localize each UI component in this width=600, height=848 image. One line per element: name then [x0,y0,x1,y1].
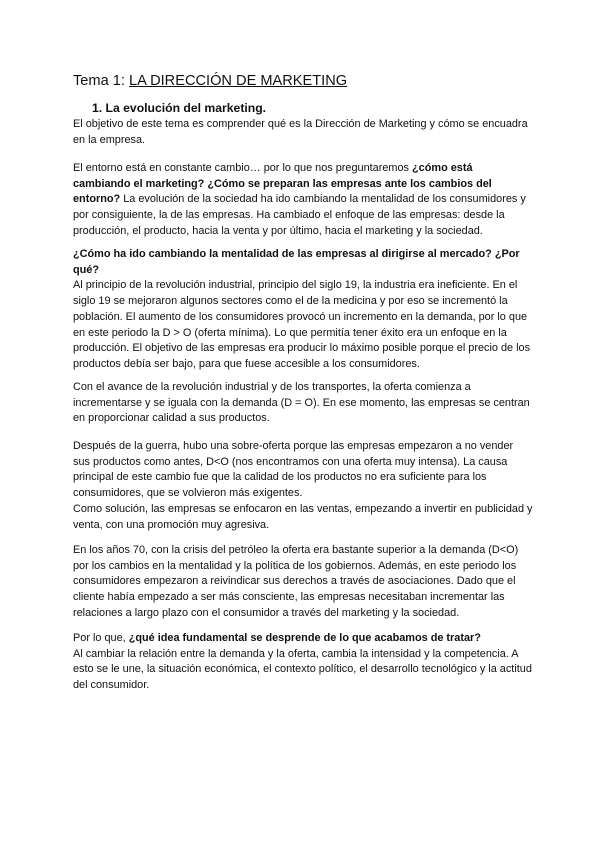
paragraph-post-war-text-a: Después de la guerra, hubo una sobre-oferta porque las empresas empezaron a no vender sus productos como antes, D<O (nos encontramos con una oferta muy intensa). La causa principal de este cambio fue que la calidad de los productos no era suficiente para los consumidores, que se volvieron más exigentes. [73,440,514,500]
page-title [73,72,347,90]
paragraph-environment-text-b: La evolución de la sociedad ha ido cambiando la mentalidad de los consumidores y por consiguiente, la de las empresas. Ha cambiado el enfoque de las empresas: desde la producción, el producto, hacia la venta y por último, hacia el marketing y la sociedad. [73,193,526,237]
section-heading: 1. La evolución del marketing. [92,101,267,115]
paragraph-conclusion-lead: Por lo que, [73,632,129,644]
paragraph-seventies: En los años 70, con la crisis del petróleo la oferta era bastante superior a la demanda (D<O) por los cambios en la mentalidad y la política de los gobiernos. Además, en este periodo los consumidores empezaron a reivindicar sus derechos a través de asociaciones. Dado que el cliente había empezado a ser más consciente, las empresas necesitaban incrementar las relaciones a largo plazo con el consumidor a través del marketing y la sociedad. [73,544,519,619]
title-main: LA DIRECCIÓN DE MARKETING [128,73,348,89]
paragraph-conclusion-text: Al cambiar la relación entre la demanda y la oferta, cambia la intensidad y la competencia. A esto se le une, la situación económica, el contexto político, el desarrollo tecnológico y la actitud del consumidor. [73,647,532,692]
paragraph-transport: Con el avance de la revolución industrial y de los transportes, la oferta comienza a incrementarse y se iguala con la demanda (D = O). En ese momento, las empresas se centran en proporcionar calidad a sus productos. [73,381,530,425]
title-prefix: Tema 1: [73,73,125,89]
paragraph-intro: El objetivo de este tema es comprender qué es la Dirección de Marketing y cómo se encuadra en la empresa. [73,118,528,146]
paragraph-conclusion-question: ¿qué idea fundamental se desprende de lo que acabamos de tratar? [128,632,481,644]
paragraph-industrial-revolution [73,247,533,373]
paragraph-industrial-revolution-text: Al principio de la revolución industrial, principio del siglo 19, la industria era ineficiente. En el siglo 19 se mejoraron algunos sectores como el de la medicina y por eso se incrementó la población. El aumento de los consumidores provocó un incremento en la demanda, por lo que en este periodo la D > O (oferta mínima). Lo que permitía tener éxito era un enfoque en la producción. El objetivo de las empresas era producir lo máximo posible porque el precio de los productos debía ser bajo, para que fuese accesible a los consumidores. [73,279,531,370]
paragraph-environment-question: ¿cómo está cambiando el marketing? ¿Cómo se preparan las empresas ante los cambios del entorno? [73,162,492,206]
paragraph-conclusion [73,631,533,694]
paragraph-post-war [73,439,533,533]
paragraph-post-war-text-b: Como solución, las empresas se enfocaron en las ventas, empezando a invertir en publicidad y venta, con una promoción muy agresiva. [73,502,533,531]
question-heading: ¿Cómo ha ido cambiando la mentalidad de las empresas al dirigirse al mercado? ¿Por qué? [73,248,520,276]
paragraph-environment-text-a: El entorno está en constante cambio… por lo que nos preguntaremos [73,162,413,174]
paragraph-environment [73,161,533,240]
